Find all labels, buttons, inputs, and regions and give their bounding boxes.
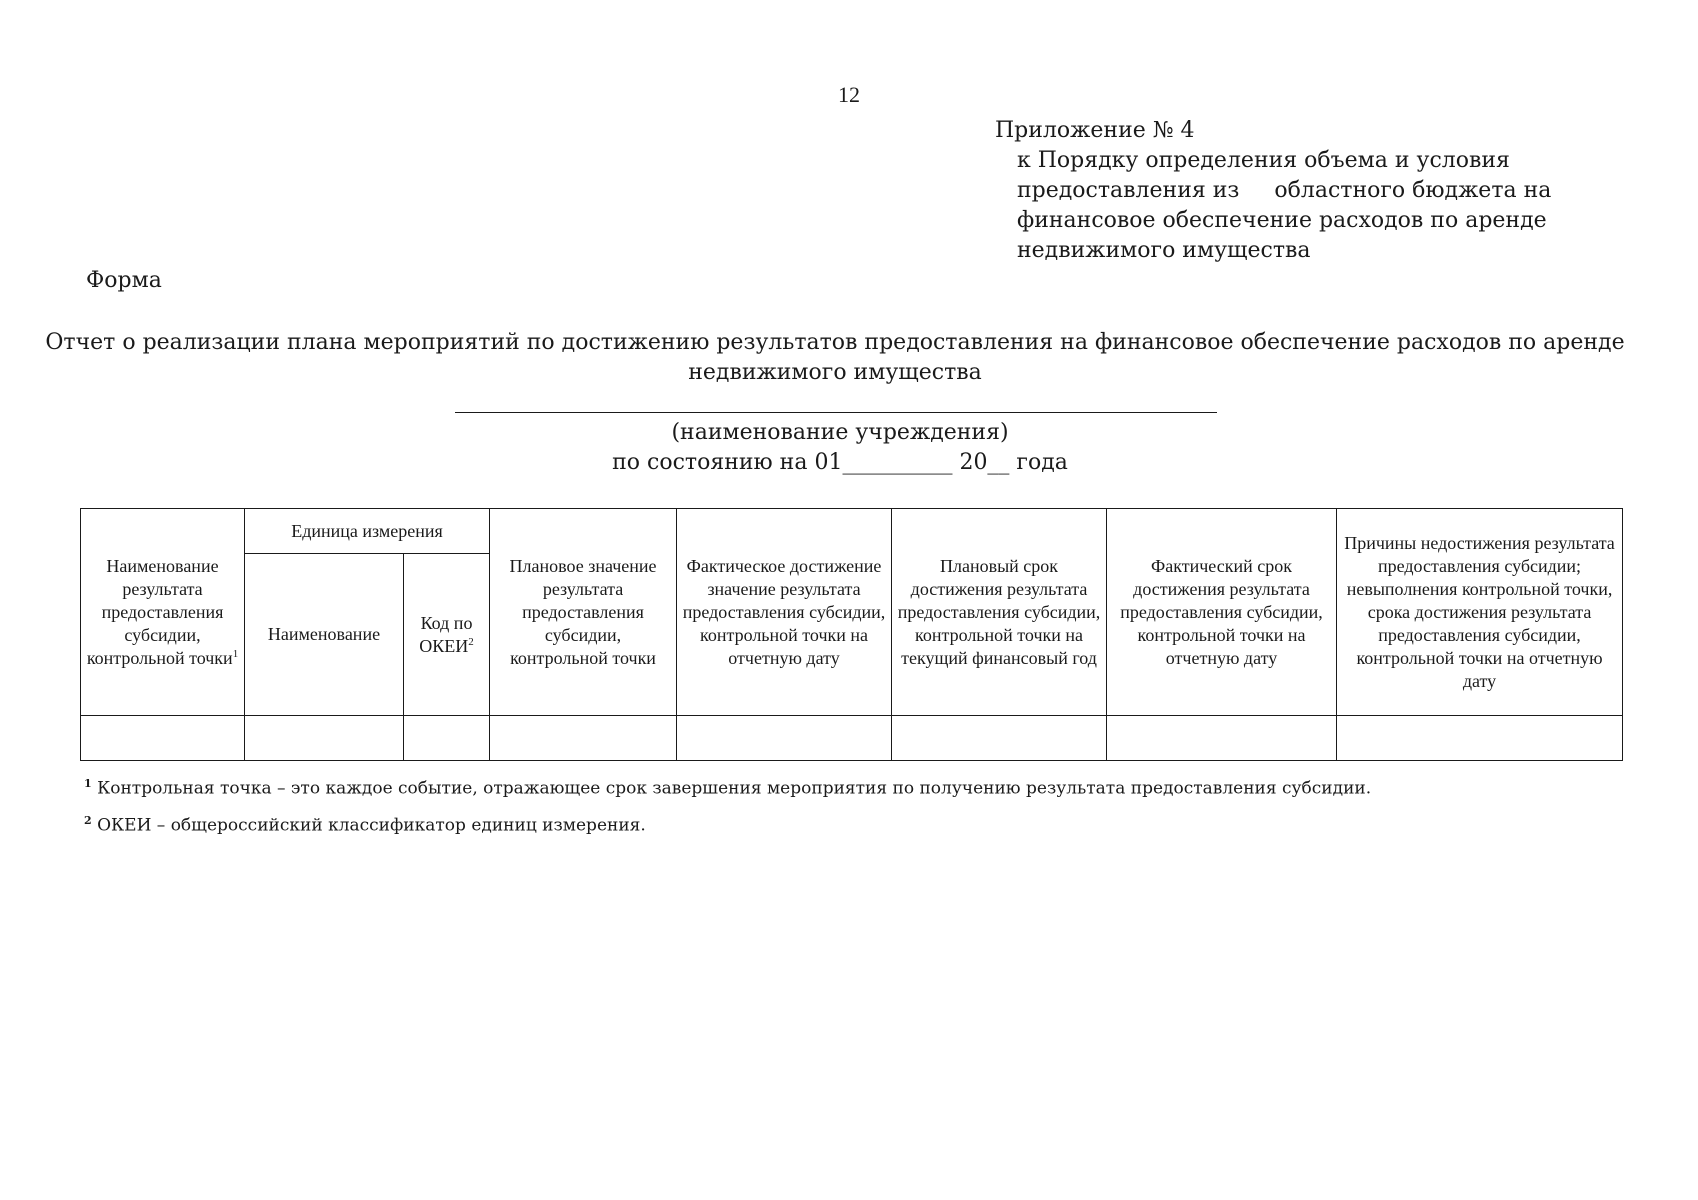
footnotes: [84, 768, 1624, 841]
report-title: [40, 328, 1630, 388]
annex-line: предоставления из областного бюджета на: [1017, 178, 1552, 203]
table-cell[interactable]: [677, 716, 892, 761]
annex-line: недвижимого имущества: [1017, 238, 1311, 263]
header-reasons: Причины недостижения результата предоставления субсидии; невыполнения контрольной точки, срока достижения результата предоставления субсидии, контрольной точки на отчетную дату: [1337, 509, 1623, 716]
annex-title: Приложение № 4: [995, 118, 1195, 143]
header-unit-name: Наименование: [245, 554, 404, 716]
table-row: [81, 716, 1623, 761]
report-title-line: Отчет о реализации плана мероприятий по достижению результатов предоставления на финансовое обеспечение расходов по аренде: [45, 330, 1625, 355]
table-cell[interactable]: [490, 716, 677, 761]
table-cell[interactable]: [1107, 716, 1337, 761]
header-actual-value: Фактическое достижение значение результата предоставления субсидии, контрольной точки на отчетную дату: [677, 509, 892, 716]
annex-block: [995, 116, 1615, 266]
annex-line: финансовое обеспечение расходов по аренде: [1017, 208, 1547, 233]
table-cell[interactable]: [892, 716, 1107, 761]
header-unit-code: Код по ОКЕИ$^2$: [404, 554, 490, 716]
report-table: [80, 508, 1623, 761]
organization-name-line: [455, 412, 1217, 413]
footnote: $^1$ Контрольная точка – это каждое событие, отражающее срок завершения мероприятия по получению результата предоставления субсидии.: [84, 777, 1372, 799]
page-number: 12: [838, 82, 860, 107]
header-actual-term: Фактический срок достижения результата предоставления субсидии, контрольной точки на отчетную дату: [1107, 509, 1337, 716]
as-of-date-line: по состоянию на 01__________ 20__ года: [612, 450, 1068, 475]
header-plan-value: Плановое значение результата предоставления субсидии, контрольной точки: [490, 509, 677, 716]
table-cell[interactable]: [404, 716, 490, 761]
header-unit-group: Единица измерения: [245, 509, 490, 554]
organization-caption: (наименование учреждения): [671, 420, 1009, 445]
header-result-name: Наименование результата предоставления субсидии, контрольной точки$^1$: [81, 509, 245, 716]
report-title-line: недвижимого имущества: [688, 360, 982, 385]
table-cell[interactable]: [245, 716, 404, 761]
footnote: $^2$ ОКЕИ – общероссийский классификатор единиц измерения.: [84, 813, 646, 836]
table-header-row: [81, 509, 1623, 554]
annex-line: к Порядку определения объема и условия: [1017, 148, 1510, 173]
table-cell[interactable]: [81, 716, 245, 761]
form-label: Форма: [86, 268, 162, 293]
header-plan-term: Плановый срок достижения результата предоставления субсидии, контрольной точки на текущий финансовый год: [892, 509, 1107, 716]
table-cell[interactable]: [1337, 716, 1623, 761]
